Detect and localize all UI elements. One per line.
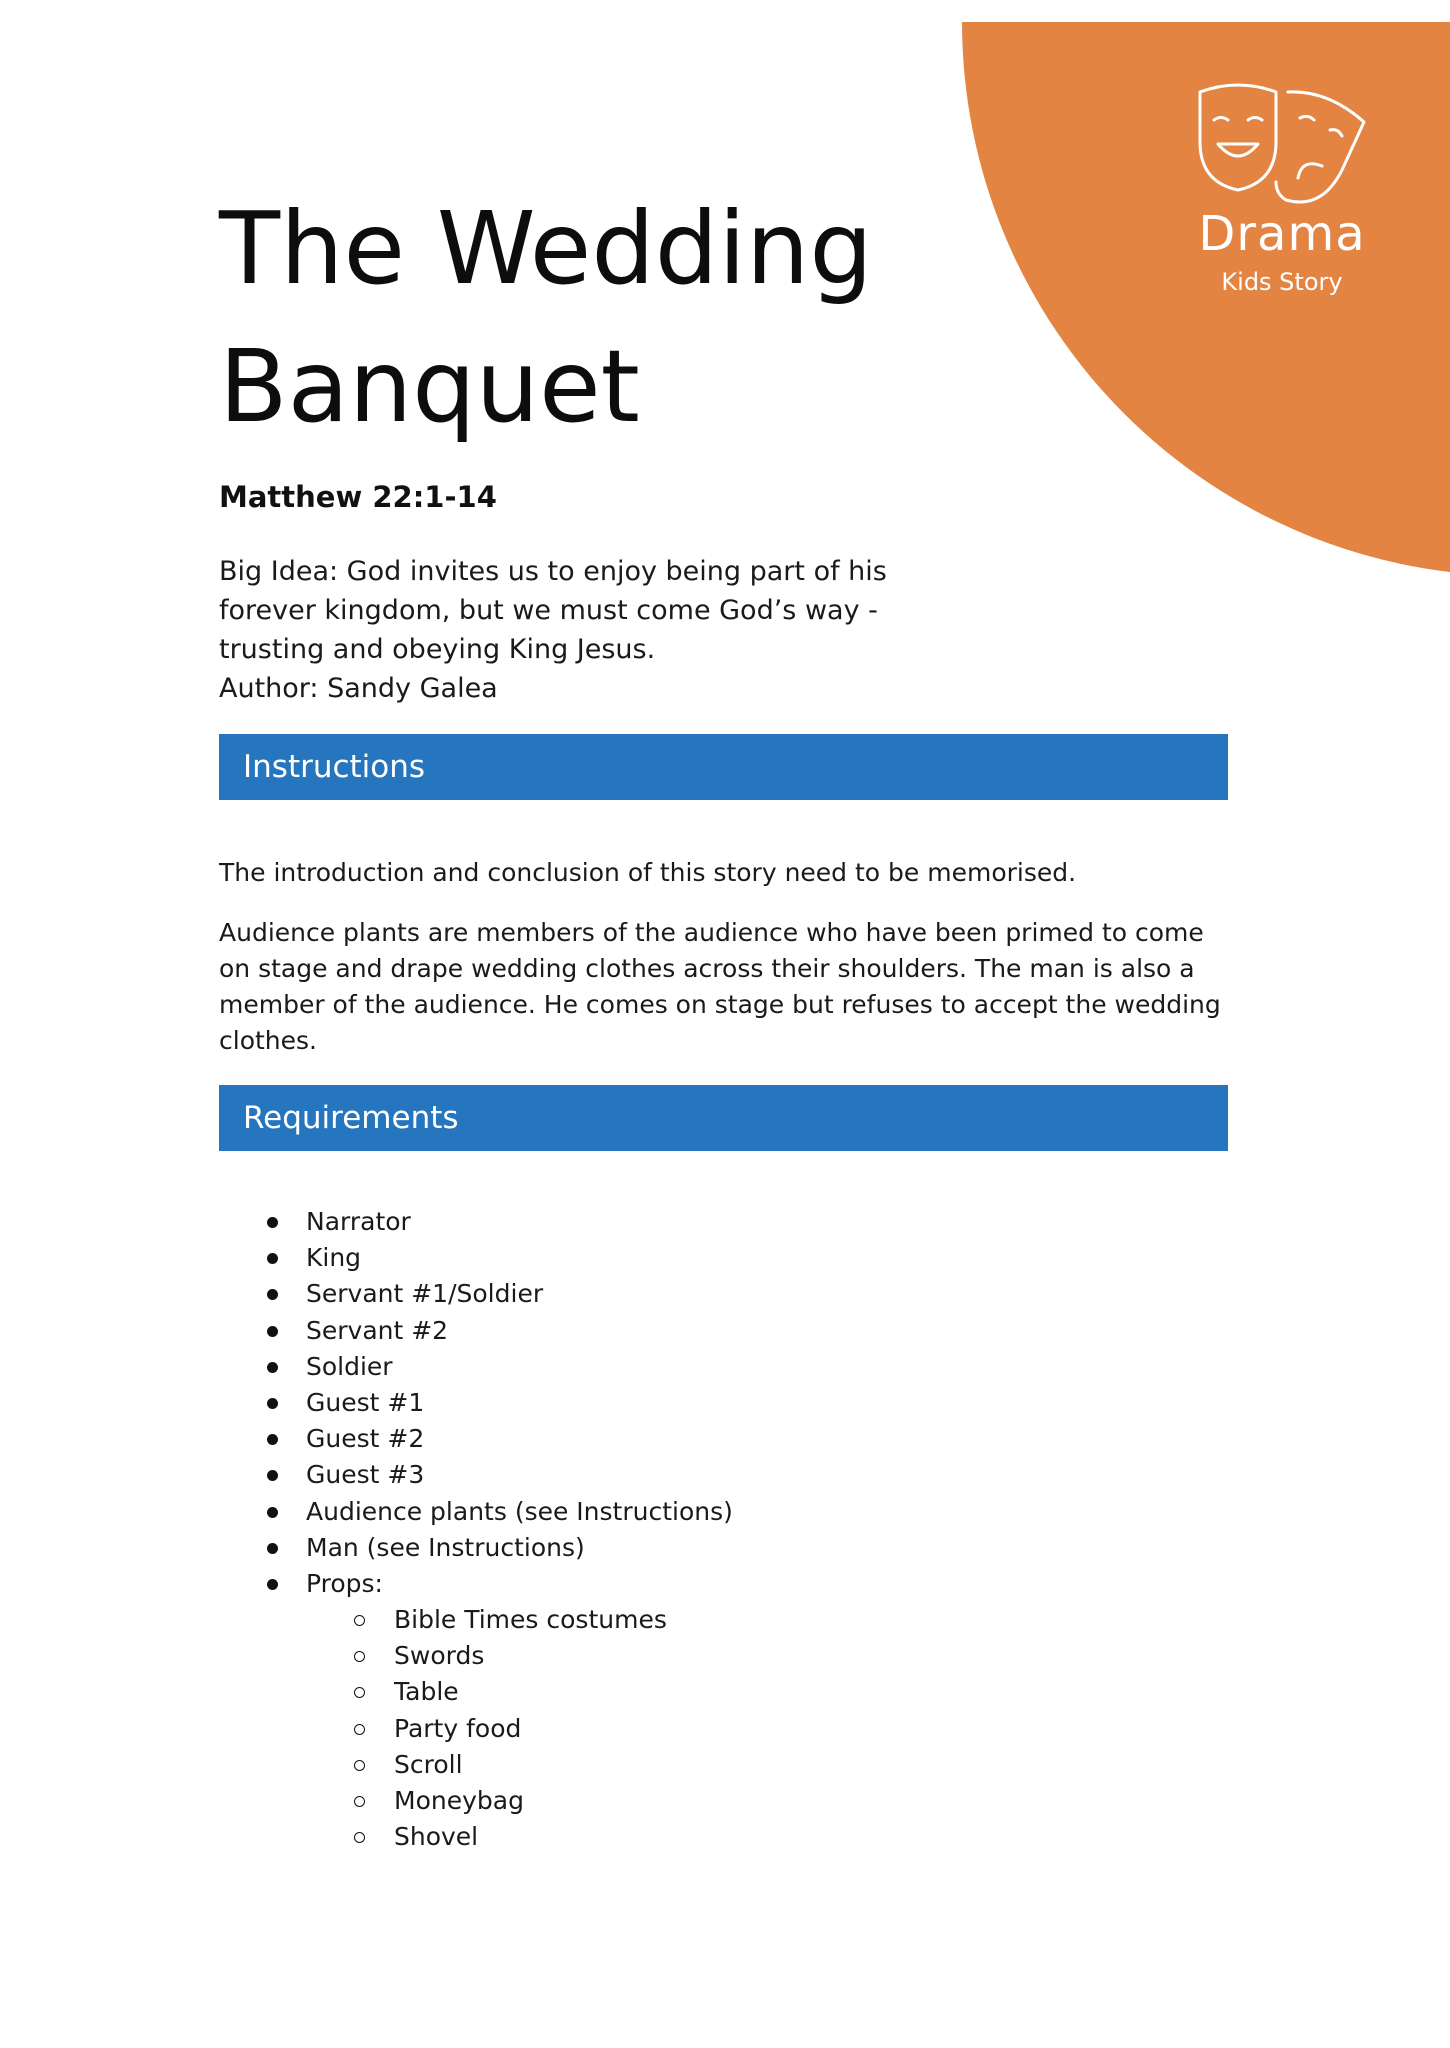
bullet-icon: [267, 1434, 278, 1445]
list-item: [219, 1313, 733, 1349]
bullet-icon: [267, 1362, 278, 1373]
props-item-label: Bible Times costumes: [394, 1605, 667, 1635]
badge-title: Drama: [1198, 206, 1366, 262]
list-item: [219, 1494, 733, 1530]
circle-bullet-icon: [354, 1687, 365, 1698]
bullet-icon: [267, 1470, 278, 1481]
list-item-label: Man (see Instructions): [306, 1532, 585, 1562]
list-item-label: King: [306, 1243, 362, 1273]
bullet-icon: [267, 1326, 278, 1337]
list-item: [219, 1204, 733, 1240]
list-item: [219, 1349, 733, 1385]
circle-bullet-icon: [354, 1724, 365, 1735]
big-idea-line: trusting and obeying King Jesus.: [219, 634, 656, 665]
author-line: Author: Sandy Galea: [219, 673, 498, 704]
list-item: [219, 1385, 733, 1421]
props-item-label: Shovel: [394, 1822, 479, 1852]
bullet-icon: [267, 1289, 278, 1300]
list-item-label: Guest #3: [306, 1460, 425, 1490]
list-item-label: Servant #2: [306, 1315, 449, 1345]
theatre-masks-icon: [1192, 82, 1372, 212]
instructions-paragraph: Audience plants are members of the audience who have been primed to come on stage and drape wedding clothes across their shoulders. The man is also a member of the audience. He comes on stage but refuses to accept the wedding clothes.: [219, 918, 1221, 1055]
bullet-icon: [267, 1543, 278, 1554]
big-idea-line: forever kingdom, but we must come God’s way -: [219, 595, 878, 626]
list-item: [219, 1276, 733, 1312]
circle-bullet-icon: [354, 1615, 365, 1626]
props-item: [219, 1638, 733, 1674]
props-item: [219, 1783, 733, 1819]
scripture-reference: Matthew 22:1-14: [219, 480, 497, 514]
list-item-label: Guest #1: [306, 1387, 425, 1417]
page-title: The Wedding Banquet: [219, 190, 873, 445]
list-item: [219, 1457, 733, 1493]
props-item: [219, 1711, 733, 1747]
props-item: [219, 1674, 733, 1710]
props-item-label: Moneybag: [394, 1786, 524, 1815]
big-idea-line: Big Idea: God invites us to enjoy being part of his: [219, 556, 887, 587]
list-item: [219, 1566, 733, 1602]
requirements-heading: Requirements: [219, 1085, 1228, 1151]
list-item-label: Audience plants (see Instructions): [306, 1496, 733, 1526]
circle-bullet-icon: [354, 1832, 365, 1843]
props-item-label: Party food: [394, 1713, 522, 1743]
badge-subtitle: Kids Story: [1221, 268, 1343, 296]
bullet-icon: [267, 1398, 278, 1409]
instructions-paragraph: The introduction and conclusion of this story need to be memorised.: [219, 858, 1077, 887]
instructions-heading: Instructions: [219, 734, 1228, 800]
list-item-label: Narrator: [306, 1207, 411, 1236]
bullet-icon: [267, 1253, 278, 1264]
bullet-icon: [267, 1507, 278, 1518]
props-item-label: Scroll: [394, 1749, 463, 1779]
list-item: [219, 1530, 733, 1566]
list-item-label: Servant #1/Soldier: [306, 1279, 544, 1309]
bullet-icon: [267, 1217, 278, 1228]
circle-bullet-icon: [354, 1796, 365, 1807]
circle-bullet-icon: [354, 1760, 365, 1771]
circle-bullet-icon: [354, 1651, 365, 1662]
list-item-label: Guest #2: [306, 1424, 425, 1454]
props-item: [219, 1747, 733, 1783]
props-item-label: Table: [394, 1677, 459, 1707]
props-item: [219, 1819, 733, 1855]
props-item: [219, 1602, 733, 1638]
props-item-label: Swords: [394, 1641, 485, 1671]
list-item: [219, 1421, 733, 1457]
list-item: [219, 1240, 733, 1276]
list-item-label: Soldier: [306, 1351, 393, 1381]
requirements-list: [219, 1204, 733, 1855]
bullet-icon: [267, 1579, 278, 1590]
list-item-label: Props:: [306, 1568, 383, 1598]
big-idea-block: [219, 552, 919, 708]
